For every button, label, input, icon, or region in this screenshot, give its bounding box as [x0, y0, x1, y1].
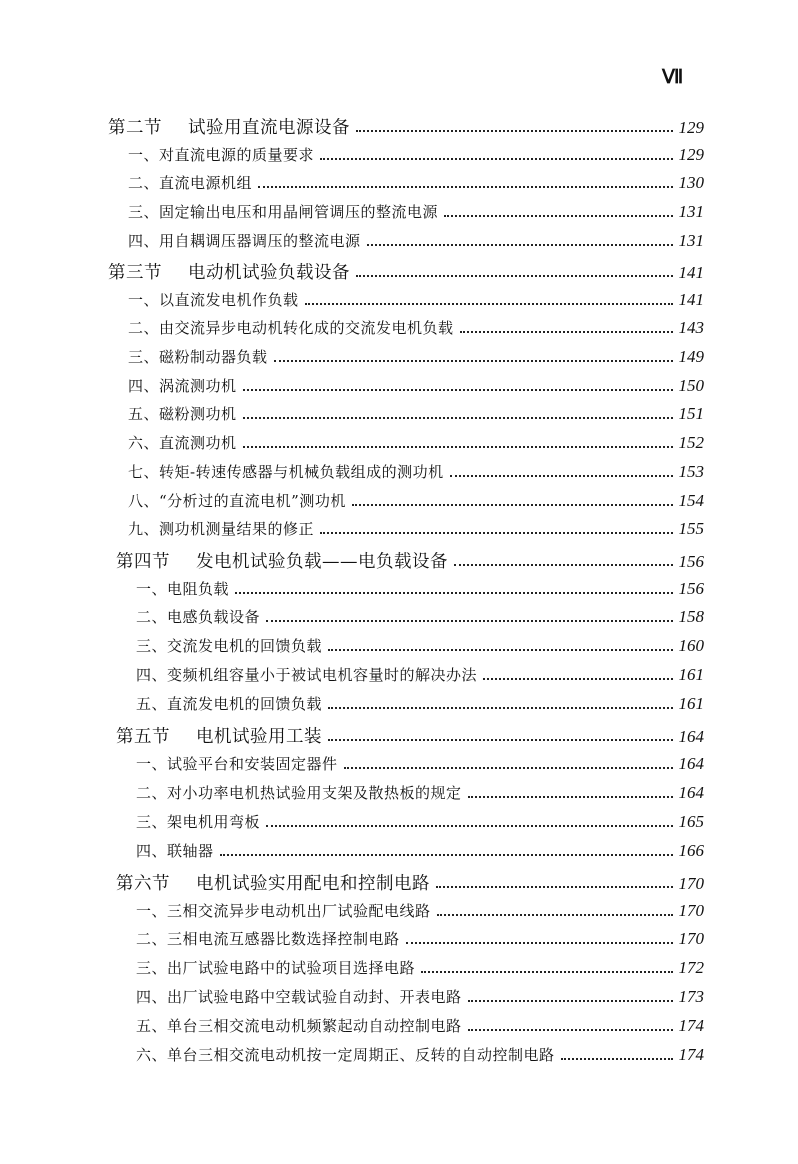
- page-ref: 164: [678, 783, 704, 802]
- section-number: 第二节: [108, 118, 162, 138]
- toc-item[interactable]: [136, 782, 704, 803]
- leader-dots: [356, 130, 673, 132]
- item-title: 四、联轴器: [136, 842, 214, 860]
- leader-dots: [436, 886, 673, 888]
- leader-dots: [450, 475, 673, 477]
- item-title: 五、直流发电机的回馈负载: [136, 695, 323, 713]
- page-ref: 161: [678, 665, 704, 684]
- leader-dots: [320, 532, 672, 534]
- toc-item[interactable]: [136, 840, 704, 861]
- page-ref: 160: [678, 636, 704, 655]
- page-ref: 154: [678, 491, 704, 510]
- leader-dots: [561, 1058, 673, 1060]
- item-title: 七、转矩-转速传感器与机械负载组成的测功机: [128, 463, 444, 481]
- section-title: 试验用直流电源设备: [188, 118, 350, 138]
- toc-item[interactable]: [136, 1015, 704, 1036]
- page-ref: 173: [678, 987, 704, 1006]
- item-title: 四、出厂试验电路中空载试验自动封、开表电路: [136, 988, 462, 1006]
- toc-item[interactable]: [128, 289, 704, 310]
- leader-dots: [344, 767, 673, 769]
- item-title: 三、架电机用弯板: [136, 813, 261, 831]
- leader-dots: [352, 504, 673, 506]
- toc-item[interactable]: [128, 144, 704, 165]
- toc-item[interactable]: [128, 346, 704, 367]
- toc-item[interactable]: [128, 230, 704, 251]
- page-ref: 153: [678, 462, 704, 481]
- toc-item[interactable]: [128, 317, 704, 338]
- leader-dots: [266, 825, 672, 827]
- toc-item[interactable]: [128, 172, 704, 193]
- page-ref: 141: [678, 290, 704, 309]
- item-title: 五、单台三相交流电动机频繁起动自动控制电路: [136, 1017, 462, 1035]
- item-title: 六、直流测功机: [128, 434, 237, 452]
- toc-item[interactable]: [136, 664, 704, 685]
- page-ref: 172: [678, 958, 704, 977]
- leader-dots: [243, 417, 673, 419]
- item-title: 一、试验平台和安装固定器件: [136, 755, 338, 773]
- toc-item[interactable]: [136, 635, 704, 656]
- item-title: 二、由交流异步电动机转化成的交流发电机负载: [128, 319, 454, 337]
- leader-dots: [266, 620, 672, 622]
- toc-item[interactable]: [128, 432, 704, 453]
- page-number: Ⅶ: [662, 67, 683, 88]
- leader-dots: [468, 796, 673, 798]
- toc-item[interactable]: [128, 490, 704, 511]
- page-ref: 166: [678, 841, 704, 860]
- section-title: 发电机试验负载——电负载设备: [196, 552, 448, 572]
- page-ref: 165: [678, 812, 704, 831]
- toc-item[interactable]: [128, 403, 704, 424]
- toc-item[interactable]: [136, 900, 704, 921]
- item-title: 二、对小功率电机热试验用支架及散热板的规定: [136, 784, 462, 802]
- toc-item[interactable]: [136, 928, 704, 949]
- toc-item[interactable]: [136, 1044, 704, 1065]
- page-ref: 152: [678, 433, 704, 452]
- item-title: 四、用自耦调压器调压的整流电源: [128, 232, 361, 250]
- page-ref: 174: [678, 1045, 704, 1064]
- leader-dots: [235, 592, 672, 594]
- toc-item[interactable]: [136, 606, 704, 627]
- leader-dots: [454, 564, 673, 566]
- leader-dots: [356, 275, 673, 277]
- section-title: 电机试验用工装: [196, 727, 322, 747]
- page-ref: 155: [678, 519, 704, 538]
- toc-section[interactable]: [116, 870, 704, 895]
- leader-dots: [444, 215, 672, 217]
- page-ref: 164: [678, 727, 704, 746]
- leader-dots: [243, 446, 673, 448]
- item-title: 一、以直流发电机作负载: [128, 291, 299, 309]
- leader-dots: [483, 678, 672, 680]
- item-title: 六、单台三相交流电动机按一定周期正、反转的自动控制电路: [136, 1046, 555, 1064]
- section-title: 电动机试验负载设备: [188, 263, 350, 283]
- item-title: 二、三相电流互感器比数选择控制电路: [136, 930, 400, 948]
- toc-item[interactable]: [136, 578, 704, 599]
- leader-dots: [421, 971, 672, 973]
- leader-dots: [258, 186, 672, 188]
- page-ref: 131: [678, 231, 704, 250]
- section-title: 电机试验实用配电和控制电路: [196, 874, 430, 894]
- leader-dots: [460, 331, 673, 333]
- section-number: 第三节: [108, 263, 162, 283]
- item-title: 二、电感负载设备: [136, 608, 261, 626]
- leader-dots: [320, 158, 672, 160]
- page-ref: 156: [678, 579, 704, 598]
- item-title: 一、对直流电源的质量要求: [128, 146, 315, 164]
- item-title: 九、测功机测量结果的修正: [128, 520, 315, 538]
- toc-section[interactable]: [116, 548, 704, 573]
- leader-dots: [220, 854, 673, 856]
- item-title: 三、固定输出电压和用晶闸管调压的整流电源: [128, 203, 439, 221]
- leader-dots: [406, 942, 673, 944]
- page-ref: 151: [678, 404, 704, 423]
- toc-item[interactable]: [136, 693, 704, 714]
- section-number: 第六节: [116, 874, 170, 894]
- leader-dots: [305, 303, 673, 305]
- item-title: 四、变频机组容量小于被试电机容量时的解决办法: [136, 666, 478, 684]
- page-ref: 158: [678, 607, 704, 626]
- toc-item[interactable]: [128, 461, 704, 482]
- item-title: 一、三相交流异步电动机出厂试验配电线路: [136, 902, 431, 920]
- page-ref: 129: [678, 145, 704, 164]
- toc-item[interactable]: [136, 986, 704, 1007]
- leader-dots: [437, 914, 673, 916]
- item-title: 三、出厂试验电路中的试验项目选择电路: [136, 959, 416, 977]
- page-ref: 164: [678, 754, 704, 773]
- item-title: 三、磁粉制动器负载: [128, 348, 268, 366]
- leader-dots: [367, 244, 673, 246]
- toc-section[interactable]: [108, 259, 704, 284]
- item-title: 二、直流电源机组: [128, 174, 253, 192]
- page-ref: 130: [678, 173, 704, 192]
- item-title: 三、交流发电机的回馈负载: [136, 637, 323, 655]
- leader-dots: [468, 1029, 673, 1031]
- toc-section[interactable]: [108, 114, 704, 139]
- leader-dots: [328, 649, 672, 651]
- toc-item[interactable]: [136, 811, 704, 832]
- leader-dots: [274, 360, 673, 362]
- page-ref: 170: [678, 874, 704, 893]
- toc-item[interactable]: [128, 201, 704, 222]
- page-ref: 170: [678, 929, 704, 948]
- page-ref: 161: [678, 694, 704, 713]
- page-ref: 156: [678, 552, 704, 571]
- item-title: 八、“分析过的直流电机”测功机: [128, 492, 346, 510]
- toc-item[interactable]: [128, 375, 704, 396]
- item-title: 五、磁粉测功机: [128, 405, 237, 423]
- page-ref: 174: [678, 1016, 704, 1035]
- page-ref: 143: [678, 318, 704, 337]
- item-title: 四、涡流测功机: [128, 377, 237, 395]
- toc-item[interactable]: [136, 753, 704, 774]
- page-ref: 149: [678, 347, 704, 366]
- section-number: 第五节: [116, 727, 170, 747]
- page-ref: 129: [678, 118, 704, 137]
- leader-dots: [243, 389, 673, 391]
- section-number: 第四节: [116, 552, 170, 572]
- page-ref: 150: [678, 376, 704, 395]
- page-ref: 170: [678, 901, 704, 920]
- leader-dots: [468, 1000, 673, 1002]
- toc-section[interactable]: [116, 723, 704, 748]
- item-title: 一、电阻负载: [136, 580, 230, 598]
- toc-item[interactable]: [136, 957, 704, 978]
- leader-dots: [328, 707, 672, 709]
- leader-dots: [328, 739, 673, 741]
- toc-item[interactable]: [128, 518, 704, 539]
- page-ref: 141: [678, 263, 704, 282]
- page-ref: 131: [678, 202, 704, 221]
